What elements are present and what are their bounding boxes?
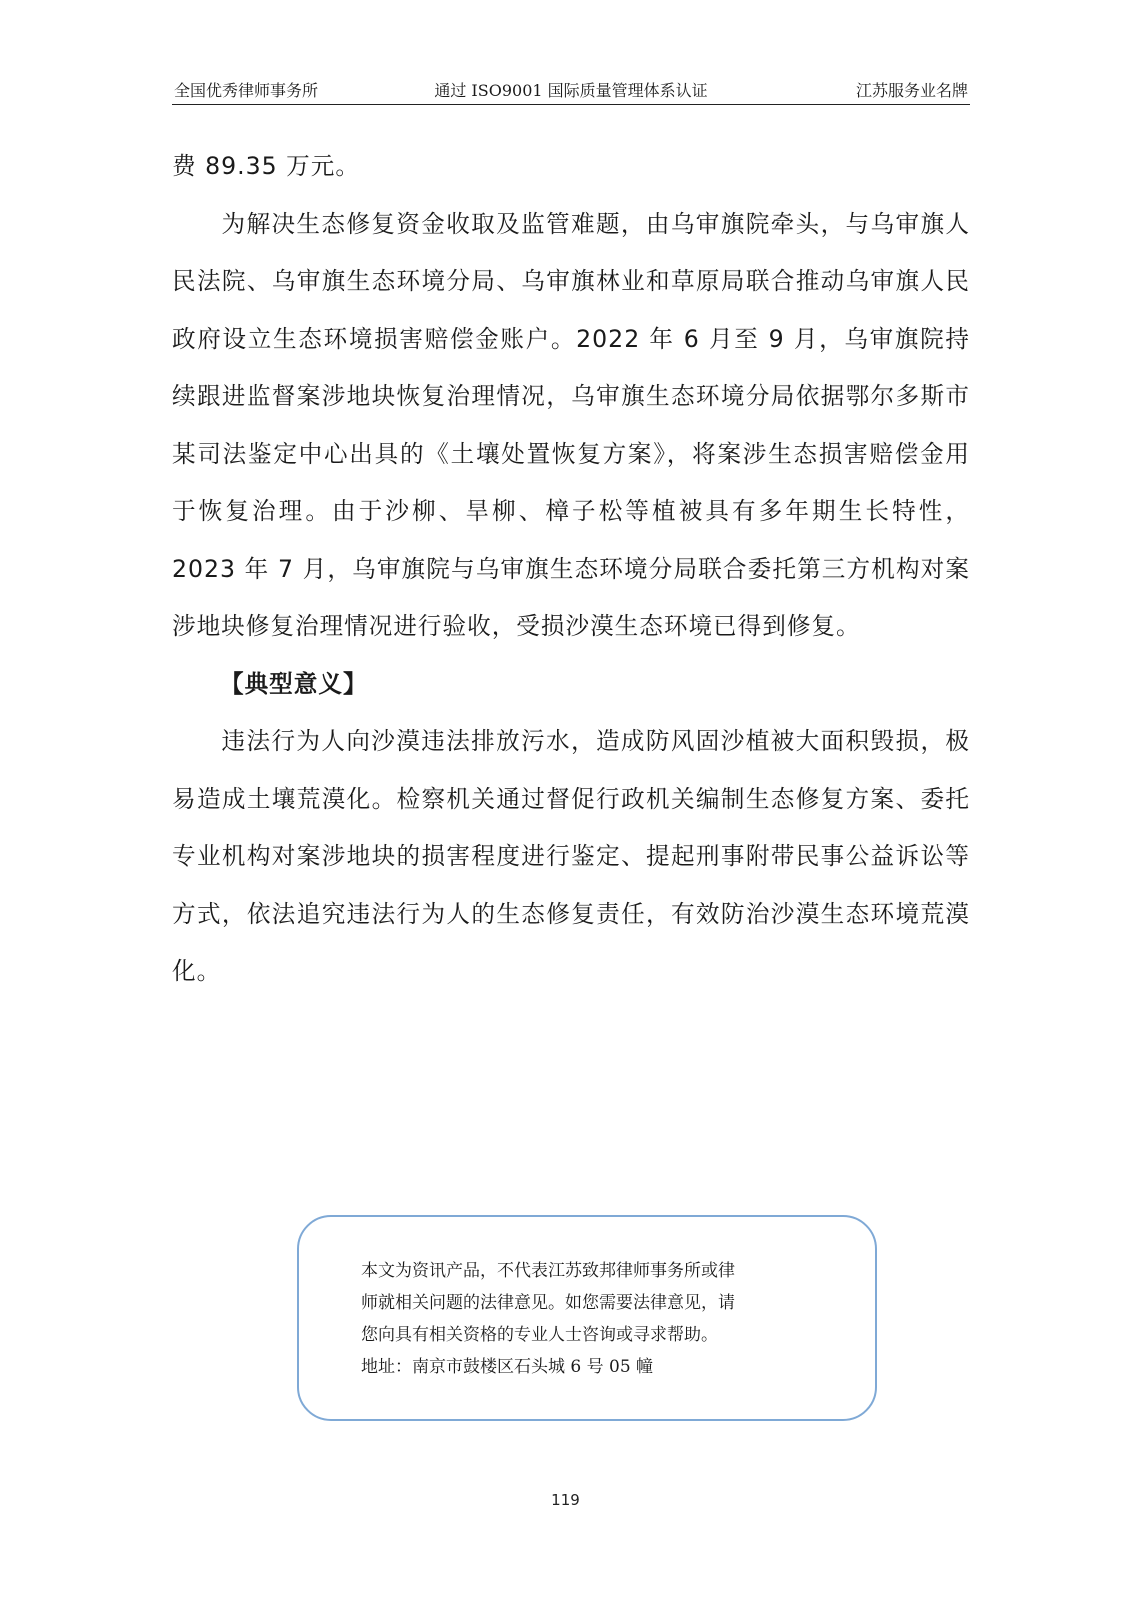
disclaimer-line: 师就相关问题的法律意见。如您需要法律意见，请	[361, 1293, 735, 1313]
page-number: 119	[551, 1491, 580, 1509]
header-left-text: 全国优秀律师事务所	[174, 81, 319, 100]
header-right-text: 江苏服务业名牌	[855, 81, 968, 100]
document-body	[172, 138, 970, 1001]
header-center-text: 通过 ISO9001 国际质量管理体系认证	[434, 81, 708, 100]
paragraph-continuation: 费 89.35 万元。	[172, 152, 360, 180]
address-line: 地址：南京市鼓楼区石头城 6 号 05 幢	[361, 1357, 654, 1377]
section-heading-significance: 【典型意义】	[220, 669, 368, 698]
paragraph-significance: 违法行为人向沙漠违法排放污水，造成防风固沙植被大面积毁损，极易造成土壤荒漠化。检察机关通过督促行政机关编制生态修复方案、委托专业机构对案涉地块的损害程度进行鉴定、提起刑事附带民事公益诉讼等方式，依法追究违法行为人的生态修复责任，有效防治沙漠生态环境荒漠化。	[172, 727, 970, 985]
disclaimer-line: 您向具有相关资格的专业人士咨询或寻求帮助。	[361, 1325, 718, 1345]
paragraph-restoration-funds: 为解决生态修复资金收取及监管难题，由乌审旗院牵头，与乌审旗人民法院、乌审旗生态环境分局、乌审旗林业和草原局联合推动乌审旗人民政府设立生态环境损害赔偿金账户。2022 年 6 月至 9 月，乌审旗院持续跟进监督案涉地块恢复治理情况，乌审旗生态环境分局依据鄂尔多斯市某司法鉴定中心出具的《土壤处置恢复方案》，将案涉生态损害赔偿金用于恢复治理。由于沙柳、旱柳、樟子松等植被具有多年期生长特性，2023 年 7 月，乌审旗院与乌审旗生态环境分局联合委托第三方机构对案涉地块修复治理情况进行验收，受损沙漠生态环境已得到修复。	[172, 209, 970, 640]
disclaimer-box	[297, 1215, 877, 1421]
page-header	[172, 78, 970, 105]
disclaimer-line: 本文为资讯产品，不代表江苏致邦律师事务所或律	[361, 1261, 735, 1281]
